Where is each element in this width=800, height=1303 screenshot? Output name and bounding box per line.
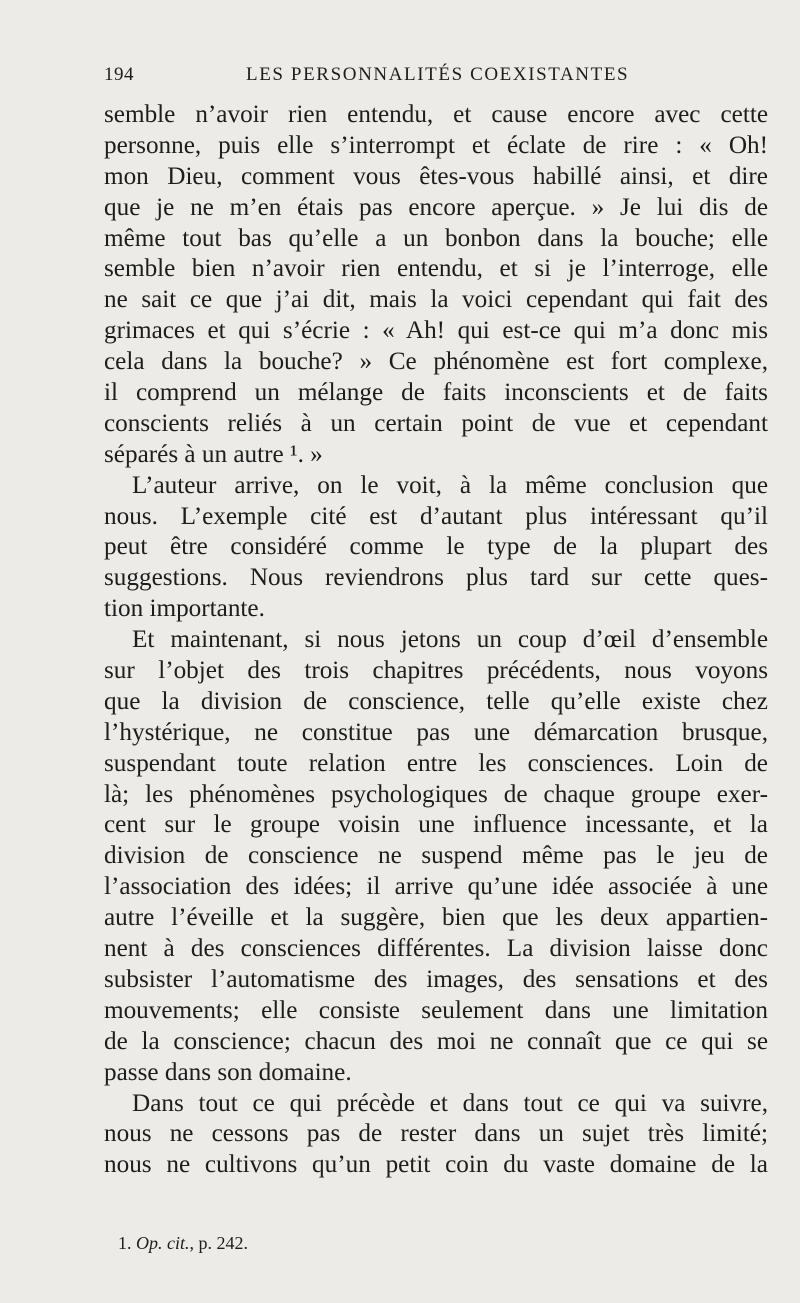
text-line: nent à des consciences différentes. La division laisse donc [104, 935, 768, 963]
text-line: Et maintenant, si nous jetons un coup d’œil d’ensemble [132, 626, 768, 654]
text-line: de la conscience; chacun des moi ne connaît que ce qui se [104, 1027, 768, 1055]
text-line: cent sur le groupe voisin une influence incessante, et la [104, 811, 768, 839]
body-text [104, 100, 768, 1181]
text-line: même tout bas qu’elle a un bonbon dans la bouche; elle [104, 224, 768, 252]
text-line: suspendant toute relation entre les consciences. Loin de [104, 749, 768, 777]
footnote [118, 1233, 248, 1254]
text-line: l’association des idées; il arrive qu’une idée associée à une [104, 873, 768, 901]
text-line: division de conscience ne suspend même pas le jeu de [104, 842, 768, 870]
text-line: nous. L’exemple cité est d’autant plus intéressant qu’il [104, 502, 768, 530]
text-line: là; les phénomènes psychologiques de chaque groupe exer- [104, 780, 768, 808]
text-line: il comprend un mélange de faits inconscients et de faits [104, 379, 768, 407]
text-line: grimaces et qui s’écrie : « Ah! qui est-ce qui m’a donc mis [104, 317, 768, 345]
text-line: suggestions. Nous reviendrons plus tard sur cette ques- [104, 564, 768, 592]
text-line: semble bien n’avoir rien entendu, et si je l’interroge, elle [104, 255, 768, 283]
footnote-citation: Op. cit. [136, 1233, 190, 1253]
text-line: ne sait ce que j’ai dit, mais la voici cependant qui fait des [104, 286, 768, 314]
text-line: l’hystérique, ne constitue pas une démarcation brusque, [104, 718, 768, 746]
text-line: personne, puis elle s’interrompt et éclate de rire : « Oh! [104, 131, 768, 159]
running-head [104, 64, 768, 90]
text-line: conscients reliés à un certain point de vue et cependant [104, 409, 768, 437]
text-line: Dans tout ce qui précède et dans tout ce qui va suivre, [132, 1089, 768, 1117]
text-line: subsister l’automatisme des images, des sensations et des [104, 965, 768, 993]
footnote-number: 1. [118, 1233, 132, 1253]
text-line: autre l’éveille et la suggère, bien que les deux appartien- [104, 904, 768, 932]
text-line: L’auteur arrive, on le voit, à la même conclusion que [132, 471, 768, 499]
text-line: semble n’avoir rien entendu, et cause encore avec cette [104, 101, 768, 128]
footnote-page: , p. 242. [189, 1233, 248, 1253]
text-line: passe dans son domaine. [104, 1058, 352, 1086]
page-number: 194 [104, 64, 134, 85]
text-line: peut être considéré comme le type de la plupart des [104, 533, 768, 561]
text-line: que je ne m’en étais pas encore aperçue. » Je lui dis de [104, 193, 768, 221]
text-line: séparés à un autre ¹. » [104, 440, 323, 468]
text-line: mouvements; elle consiste seulement dans une limitation [104, 996, 768, 1024]
text-line: mon Dieu, comment vous êtes-vous habillé ainsi, et dire [104, 162, 768, 190]
text-line: nous ne cultivons qu’un petit coin du vaste domaine de la [104, 1151, 768, 1179]
text-line: cela dans la bouche? » Ce phénomène est fort complexe, [104, 348, 768, 376]
text-line: tion importante. [104, 595, 265, 623]
running-title: LES PERSONNALITÉS COEXISTANTES [246, 64, 630, 85]
text-line: sur l’objet des trois chapitres précédents, nous voyons [104, 657, 768, 685]
text-line: que la division de conscience, telle qu’elle existe chez [104, 687, 768, 715]
text-line: nous ne cessons pas de rester dans un sujet très limité; [104, 1120, 768, 1148]
